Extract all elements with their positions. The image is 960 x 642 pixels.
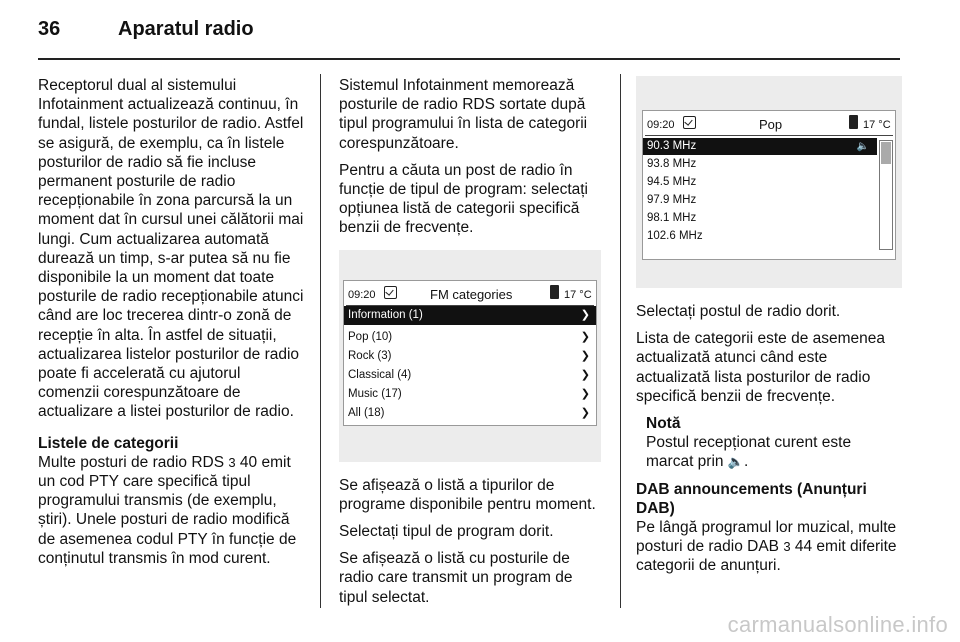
station-row[interactable]: 94.5 MHz: [647, 176, 697, 188]
station-row[interactable]: 98.1 MHz: [647, 212, 697, 224]
category-row[interactable]: All (18) ❯: [344, 404, 596, 423]
col2-paragraph-2: Pentru a căuta un post de radio în funcție de tipul de program: selectați opțiunea listă de categorii specifică benzii de frecvențe.: [339, 161, 588, 237]
column-2: [339, 76, 605, 615]
col1-paragraph-2: Multe posturi de radio RDS 3 40 emit un cod PTY care specifică tipul programului transmis (de exemplu, știri). Unele posturi de radio modifică de asemenea codul PTY în funcție de conținutul transmis în mod curent.: [38, 453, 297, 567]
column-divider-1: [320, 74, 321, 608]
screen-temperature: 17 °C: [564, 288, 592, 301]
col3-paragraph-1: Selectați postul de radio dorit.: [636, 303, 841, 320]
category-row[interactable]: Pop (10) ❯: [344, 328, 596, 347]
page-ref-arrow-icon: 3: [228, 454, 236, 470]
chevron-right-icon: ❯: [580, 349, 590, 362]
chevron-right-icon: ❯: [580, 406, 590, 419]
note-block: [636, 414, 902, 472]
col1-paragraph-1: Receptorul dual al sistemului Infotainment actualizează continuu, în fundal, listele posturilor de radio. Astfel se asigură, de exemplu, ca în listele posturilor de radio să fie incluse permanent posturile de radio recepționabile în zona parcursă la un moment dat în cursul unei călătorii mai lungi. Cum actualizarea automată durează un timp, s-ar putea să nu fie disponibile la un moment dat toate posturile de radio recepționabile atunci când are loc trecerea dintr-o zonă de recepție în alta. În astfel de situații, actualizarea listelor posturilor de radio poate fi accelerată cu ajutorul comenzii corespunzătoare de actualizare a listei posturilor de radio.: [38, 77, 304, 421]
col2-paragraph-4: Selectați tipul de program dorit.: [339, 523, 554, 541]
clock-icon: [384, 286, 397, 299]
category-row[interactable]: Information (1) ❯: [344, 306, 596, 325]
speaker-icon: 🔈: [727, 454, 745, 470]
station-row[interactable]: 90.3 MHz 🔈: [643, 138, 877, 155]
station-list: [643, 138, 877, 245]
scrollbar[interactable]: [879, 140, 893, 250]
category-row[interactable]: Rock (3) ❯: [344, 347, 596, 366]
station-row[interactable]: 97.9 MHz: [647, 194, 697, 206]
watermark-logo: carmanualsonline.info: [727, 612, 948, 637]
phone-icon: [849, 115, 858, 129]
fm-categories-figure: [339, 250, 601, 462]
column-3: [636, 76, 902, 584]
note-title: Notă: [646, 415, 681, 433]
scrollbar-thumb[interactable]: [881, 142, 891, 164]
page-ref-arrow-icon: 3: [783, 539, 791, 555]
col2-paragraph-3: Se afișează o listă a tipurilor de programe disponibile pentru moment.: [339, 476, 596, 513]
screen-separator: [645, 135, 893, 136]
category-row[interactable]: Music (17) ❯: [344, 385, 596, 404]
col3-paragraph-3: Pe lângă programul lor muzical, multe posturi de radio DAB 3 44 emit diferite categorii de anunțuri.: [636, 519, 897, 575]
phone-icon: [550, 285, 559, 299]
station-row[interactable]: 102.6 MHz: [647, 230, 703, 242]
fm-categories-screen: [343, 280, 597, 426]
column-1: [38, 76, 304, 576]
station-row[interactable]: 93.8 MHz: [647, 158, 697, 170]
chevron-right-icon: ❯: [580, 308, 590, 321]
speaker-icon: 🔈: [856, 141, 869, 152]
screen-time: 09:20: [647, 119, 675, 131]
col3-paragraph-2: Lista de categorii este de asemenea actualizată atunci când este actualizată lista posturilor de radio specifică benzii de frecvențe.: [636, 330, 886, 405]
category-row[interactable]: Classical (4) ❯: [344, 366, 596, 385]
note-text: Postul recepționat curent este marcat prin 🔈.: [646, 434, 852, 471]
screen-header: [643, 111, 895, 135]
screen-header: [344, 281, 596, 305]
col2-paragraph-5: Se afișează o listă cu posturile de radio care transmit un program de tipul selectat.: [339, 550, 573, 606]
page-number: 36: [38, 18, 61, 40]
screen-title: Pop: [759, 117, 783, 132]
page-title: Aparatul radio: [118, 18, 254, 40]
header-rule: [38, 58, 900, 60]
chevron-right-icon: ❯: [580, 330, 590, 343]
screen-title: FM categories: [430, 286, 513, 302]
chevron-right-icon: ❯: [580, 387, 590, 400]
col1-heading: Listele de categorii: [38, 434, 179, 452]
screen-time: 09:20: [348, 288, 376, 301]
col3-heading: DAB announcements (Anunțuri DAB): [636, 480, 867, 517]
clock-icon: [683, 116, 696, 129]
chevron-right-icon: ❯: [580, 368, 590, 381]
pop-stations-screen: [642, 110, 896, 260]
screen-temperature: 17 °C: [863, 119, 891, 131]
pop-stations-figure: [636, 76, 902, 288]
column-divider-2: [620, 74, 621, 608]
col2-paragraph-1: Sistemul Infotainment memorează posturile de radio RDS sortate după tipul programului în lista de categorii corespunzătoare.: [339, 77, 588, 152]
